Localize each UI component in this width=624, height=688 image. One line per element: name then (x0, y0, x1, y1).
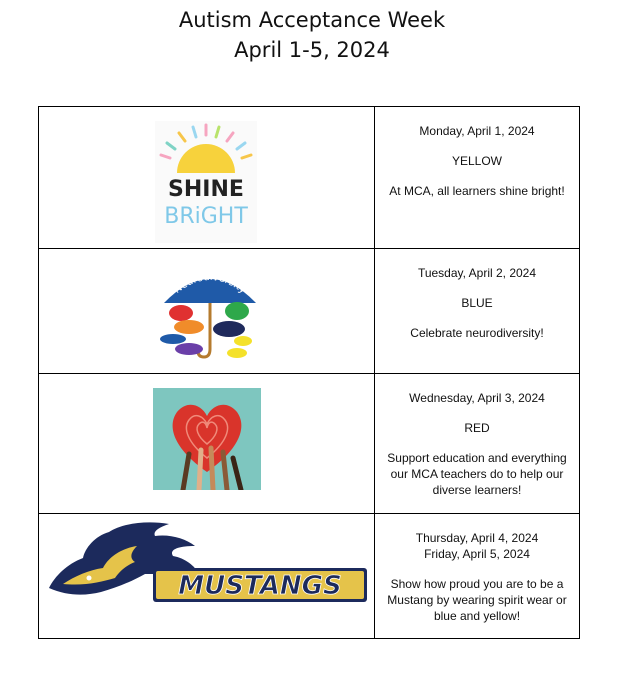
table-row (39, 374, 580, 514)
image-cell (39, 374, 375, 514)
shine-text: SHINE (168, 177, 244, 202)
color-text: BLUE (461, 296, 493, 310)
shine-bright-sun-icon (155, 121, 257, 243)
color-text: RED (464, 421, 490, 435)
day-cell (375, 249, 580, 374)
mustang-logo-icon (45, 518, 369, 606)
mustangs-wordmark: MUSTANGS (178, 571, 342, 601)
neurodiversity-heading: Neurodiversity (172, 271, 248, 296)
table-row (39, 514, 580, 639)
date-text: Thursday, April 4, 2024 (415, 531, 539, 545)
image-cell (39, 107, 375, 249)
message-text: Celebrate neurodiversity! (410, 326, 544, 340)
date-text: Tuesday, April 2, 2024 (417, 266, 537, 280)
message-text: Support education and everything our MCA teachers do to help our diverse learners! (387, 451, 567, 497)
schedule-table (38, 106, 580, 639)
date-text: Monday, April 1, 2024 (419, 124, 535, 138)
page-title: Autism Acceptance Week (178, 8, 446, 32)
color-text: YELLOW (451, 154, 502, 168)
page-subtitle-dates: April 1-5, 2024 (234, 38, 390, 62)
table-row (39, 249, 580, 374)
date-text-2: Friday, April 5, 2024 (424, 547, 530, 561)
message-text: Show how proud you are to be a Mustang by wearing spirit wear or blue and yellow! (387, 577, 567, 623)
date-text: Wednesday, April 3, 2024 (409, 391, 545, 405)
image-cell (39, 514, 375, 639)
image-cell (39, 249, 375, 374)
bright-text: BRiGHT (164, 204, 248, 229)
day-cell (375, 514, 580, 639)
day-cell (375, 374, 580, 514)
table-row (39, 107, 580, 249)
neurodiversity-umbrella-icon (159, 261, 261, 363)
day-cell (375, 107, 580, 249)
heart-hands-icon (153, 388, 261, 490)
message-text: At MCA, all learners shine bright! (389, 184, 565, 198)
